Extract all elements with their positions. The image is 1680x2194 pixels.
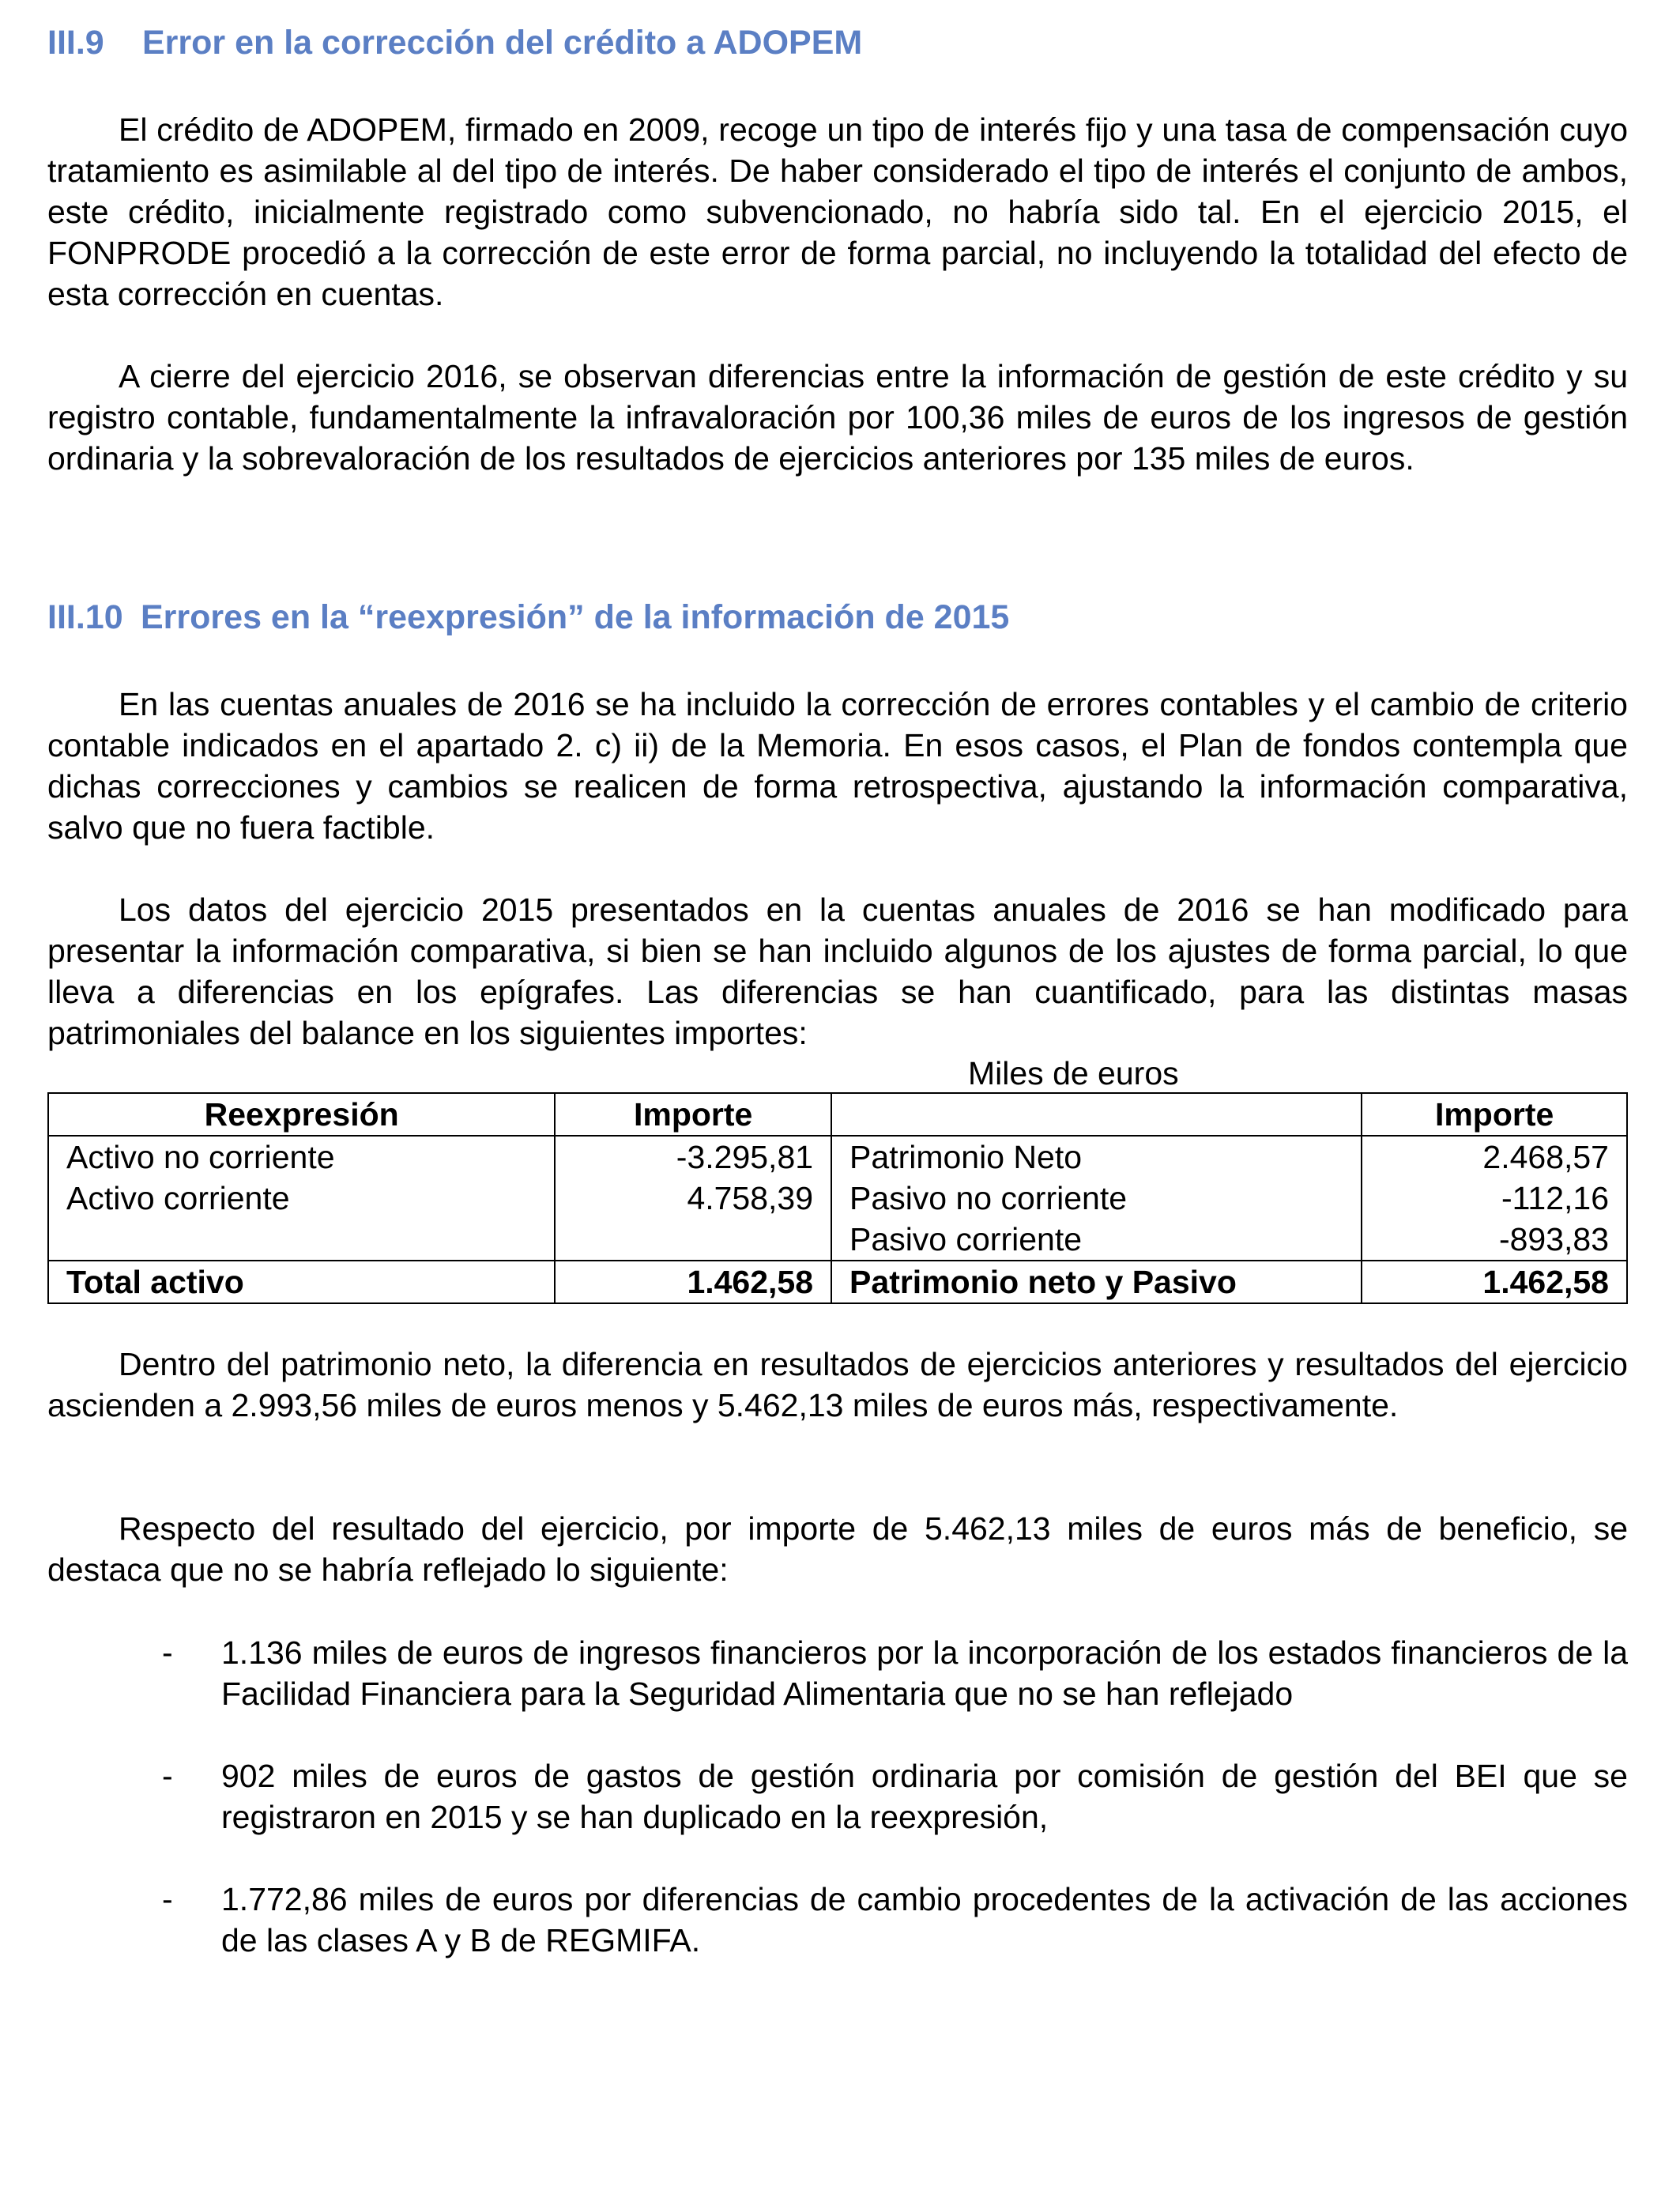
section-title: Errores en la “reexpresión” de la información de 2015 (141, 598, 1010, 636)
paragraph: En las cuentas anuales de 2016 se ha incluido la corrección de errores contables y el cambio de criterio contable indicados en el apartado 2. c) ii) de la Memoria. En esos casos, el Plan de fondos contempla que dichas correcciones y cambios se realicen de forma retrospectiva, ajustando la información comparativa, salvo que no fuera factible. (47, 686, 1628, 846)
table-row (48, 1178, 1627, 1219)
table-header: Importe (555, 1093, 831, 1136)
list-item-text: 902 miles de euros de gastos de gestión ordinaria por comisión de gestión del BEI que se registraron en 2015 y se han duplicado en la reexpresión, (221, 1758, 1628, 1835)
table-cell: -3.295,81 (555, 1136, 831, 1178)
table-cell: Patrimonio Neto (831, 1136, 1362, 1178)
list-item (47, 1879, 1628, 1961)
table-header-row (48, 1093, 1627, 1136)
bullet-marker: - (162, 1881, 173, 1917)
table-header: Reexpresión (48, 1093, 555, 1136)
table-cell: Pasivo no corriente (831, 1178, 1362, 1219)
table-cell: Total activo (48, 1261, 555, 1303)
table-cell: 2.468,57 (1362, 1136, 1627, 1178)
bullet-marker: - (162, 1634, 173, 1671)
section-heading-9 (47, 22, 862, 63)
bullet-marker: - (162, 1758, 173, 1794)
paragraph: A cierre del ejercicio 2016, se observan diferencias entre la información de gestión de este crédito y su registro contable, fundamentalmente la infravaloración por 100,36 miles de euros de los ingresos de gestión ordinaria y la sobrevaloración de los resultados de ejercicios anteriores por 135 miles de euros. (47, 358, 1628, 477)
section-title: Error en la corrección del crédito a ADOPEM (142, 24, 863, 62)
table-cell: -893,83 (1362, 1219, 1627, 1261)
table-cell (555, 1219, 831, 1261)
table-cell: Activo no corriente (48, 1136, 555, 1178)
paragraph: El crédito de ADOPEM, firmado en 2009, recoge un tipo de interés fijo y una tasa de compensación cuyo tratamiento es asimilable al del tipo de interés. De haber considerado el tipo de interés el conjunto de ambos, este crédito, inicialmente registrado como subvencionado, no habría sido tal. En el ejercicio 2015, el FONPRODE procedió a la corrección de este error de forma parcial, no incluyendo la totalidad del efecto de esta corrección en cuentas. (47, 111, 1628, 312)
section-number: III.9 (47, 24, 104, 62)
table-cell (48, 1219, 555, 1261)
section-number: III.10 (47, 598, 123, 636)
table-header: Importe (1362, 1093, 1627, 1136)
table-caption: Miles de euros (968, 1055, 1179, 1091)
table-cell: Activo corriente (48, 1178, 555, 1219)
reexpression-table (47, 1092, 1628, 1304)
table-total-row (48, 1261, 1627, 1303)
table-row (48, 1219, 1627, 1261)
bullet-list (47, 1632, 1628, 1961)
paragraph: Los datos del ejercicio 2015 presentados en la cuentas anuales de 2016 se han modificado para presentar la información comparativa, si bien se han incluido algunos de los ajustes de forma parcial, lo que lleva a diferencias en los epígrafes. Las diferencias se han cuantificado, para las distintas masas patrimoniales del balance en los siguientes importes: (47, 892, 1628, 1051)
paragraph: Dentro del patrimonio neto, la diferencia en resultados de ejercicios anteriores y resultados del ejercicio ascienden a 2.993,56 miles de euros menos y 5.462,13 miles de euros más, respectivamente. (47, 1346, 1628, 1423)
table-cell: 4.758,39 (555, 1178, 831, 1219)
list-item-text: 1.772,86 miles de euros por diferencias de cambio procedentes de la activación de las acciones de las clases A y B de REGMIFA. (221, 1881, 1628, 1958)
table-header (831, 1093, 1362, 1136)
section-heading-10 (47, 597, 1009, 638)
list-item-text: 1.136 miles de euros de ingresos financieros por la incorporación de los estados financieros de la Facilidad Financiera para la Seguridad Alimentaria que no se han reflejado (221, 1634, 1628, 1712)
paragraph: Respecto del resultado del ejercicio, por importe de 5.462,13 miles de euros más de beneficio, se destaca que no se habría reflejado lo siguiente: (47, 1510, 1628, 1588)
table-cell: Patrimonio neto y Pasivo (831, 1261, 1362, 1303)
table-row (48, 1136, 1627, 1178)
list-item (47, 1755, 1628, 1838)
table-cell: -112,16 (1362, 1178, 1627, 1219)
table-cell: 1.462,58 (1362, 1261, 1627, 1303)
list-item (47, 1632, 1628, 1714)
table-cell: Pasivo corriente (831, 1219, 1362, 1261)
table-cell: 1.462,58 (555, 1261, 831, 1303)
